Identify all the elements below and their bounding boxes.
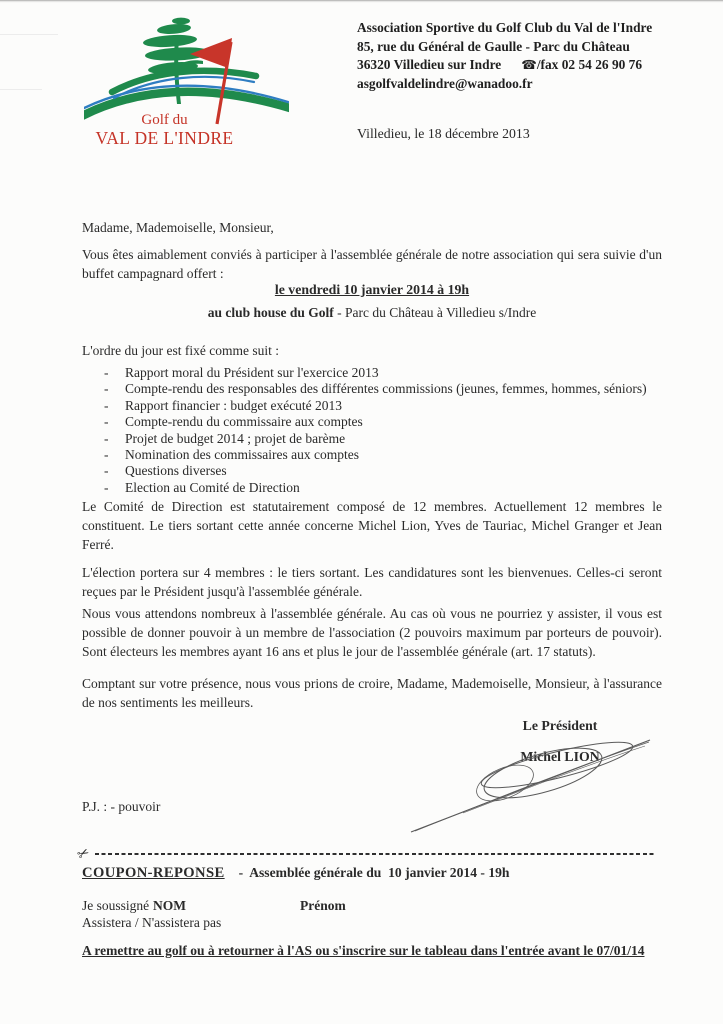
dash-bullet: - xyxy=(104,479,109,495)
coupon-title: COUPON-REPONSE xyxy=(82,865,225,881)
coupon-prenom-label: Prénom xyxy=(300,898,346,913)
cut-here-line xyxy=(74,843,660,864)
coupon-subtitle: - Assemblée générale du 10 janvier 2014 - 19h xyxy=(238,865,510,880)
agenda-item: - Questions diverses xyxy=(104,463,227,479)
dash-bullet: - xyxy=(104,365,109,380)
phone-icon: ☎ xyxy=(521,57,537,73)
logo-title: Golf du xyxy=(141,112,188,128)
scan-artifact-top-edge xyxy=(0,0,723,3)
signature-name: Michel LION xyxy=(520,749,600,764)
event-place-bold: au club house du Golf xyxy=(207,305,334,320)
scan-artifact-streak xyxy=(0,89,42,90)
org-email: asgolfvaldelindre@wanadoo.fr xyxy=(357,75,533,91)
org-phone: /fax 02 54 26 90 76 xyxy=(536,57,643,73)
coupon-nom-label: NOM xyxy=(153,898,186,913)
coupon-title-row xyxy=(82,863,509,883)
agenda-item: - Compte-rendu du commissaire aux comptes xyxy=(104,414,363,430)
agenda-item: - Rapport financier : budget exécuté 2013 xyxy=(104,397,343,413)
coupon-je-soussigne-label: Je soussigné xyxy=(82,898,150,913)
golf-club-logo xyxy=(62,12,292,157)
dash-bullet: - xyxy=(104,414,109,430)
dateline: Villedieu, le 18 décembre 2013 xyxy=(357,126,530,141)
intro-paragraph: Vous êtes aimablement conviés à participer à l'assemblée générale de notre association qui sera suivie d'un buffet campagnard offert : xyxy=(82,247,662,281)
signature-role: Le Président xyxy=(522,718,598,733)
org-street: 85, rue du Général de Gaulle - Parc du Château xyxy=(357,38,630,54)
org-name: Association Sportive du Golf Club du Val de l'Indre xyxy=(357,20,653,35)
org-city-phone xyxy=(357,56,687,75)
scan-artifact-streak xyxy=(0,34,58,35)
agenda-item: - Compte-rendu des responsables des différentes commissions (jeunes, femmes, hommes, séniors) xyxy=(104,381,647,397)
paragraph-election: L'élection portera sur 4 membres : le tiers sortant. Les candidatures sont les bienvenues. Celles-ci seront reçues par le Président jusqu'à l'assemblée générale. xyxy=(82,565,662,599)
logo-subtitle: VAL DE L'INDRE xyxy=(95,128,234,148)
paragraph-pouvoir: Nous vous attendons nombreux à l'assemblée générale. Au cas où vous ne pourriez y assister, il vous est possible de donner pouvoir à un membre de l'association (2 pouvoirs maximum par porteurs de pouvoir). Sont électeurs les membres ayant 16 ans et plus le jour de l'assemblée générale (art. 17 statuts). xyxy=(82,606,662,659)
scissors-icon: ✂ xyxy=(74,844,93,864)
event-place-rest: - Parc du Château à Villedieu s/Indre xyxy=(333,305,537,320)
agenda-list xyxy=(104,365,664,496)
org-city: 36320 Villedieu sur Indre xyxy=(357,57,502,73)
coupon-return-instructions: A remettre au golf ou à retourner à l'AS ou s'inscrire sur le tableau dans l'entrée avant le 07/01/14 xyxy=(82,943,645,958)
letterhead-address-block xyxy=(357,19,687,93)
event-date-line: le vendredi 10 janvier 2014 à 19h xyxy=(274,282,470,297)
salutation: Madame, Mademoiselle, Monsieur, xyxy=(82,220,274,235)
attachments-line: P.J. : - pouvoir xyxy=(82,799,161,814)
paragraph-comite: Le Comité de Direction est statutairement composé de 12 membres. Actuellement 12 membres le constituent. Le tiers sortant cette année concerne Michel Lion, Yves de Tauriac, Michel Granger et Jean Ferré. xyxy=(82,499,662,552)
paragraph-closing: Comptant sur votre présence, nous vous prions de croire, Madame, Mademoiselle, Monsieur, à l'assurance de nos sentiments les meilleurs. xyxy=(82,676,662,710)
agenda-item: - Nomination des commissaires aux comptes xyxy=(104,447,359,463)
agenda-item: - Projet de budget 2014 ; projet de barème xyxy=(104,430,346,446)
event-place-line xyxy=(82,303,662,322)
agenda-item: - Rapport moral du Président sur l'exercice 2013 xyxy=(104,365,379,380)
golf-logo-graphic xyxy=(84,14,289,126)
dash-bullet: - xyxy=(104,397,109,413)
dash-bullet: - xyxy=(104,463,109,479)
dash-bullet: - xyxy=(104,447,109,463)
hills-icon xyxy=(84,71,289,118)
dash-bullet: - xyxy=(104,430,109,446)
handwritten-signature xyxy=(405,733,660,838)
dashed-cut-line xyxy=(95,853,656,855)
dash-bullet: - xyxy=(104,381,109,397)
agenda-intro: L'ordre du jour est fixé comme suit : xyxy=(82,343,280,358)
coupon-attendance-line: Assistera / N'assistera pas xyxy=(82,915,222,930)
agenda-item: - Election au Comité de Direction xyxy=(104,479,300,495)
